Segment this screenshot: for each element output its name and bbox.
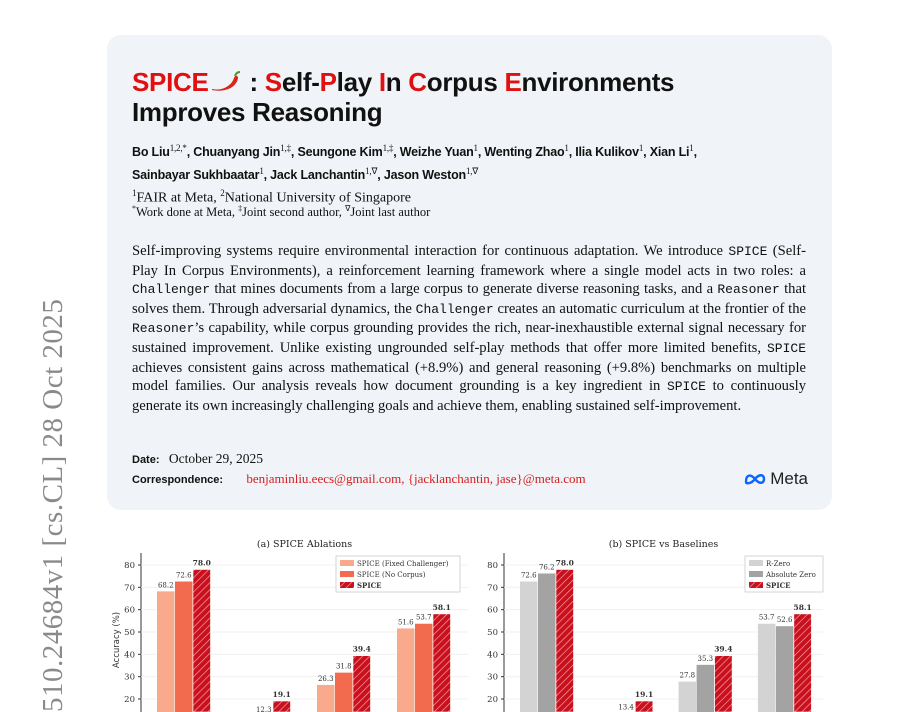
meta-logo-text: Meta xyxy=(770,469,808,488)
legend-entry: SPICE (No Corpus) xyxy=(357,571,426,579)
abstract-term: Challenger xyxy=(132,282,211,298)
abstract-term: SPICE xyxy=(728,244,768,259)
date-label: Date: xyxy=(132,454,160,466)
bar xyxy=(715,656,733,712)
y-tick-label: 20 xyxy=(124,695,135,705)
date-value: October 29, 2025 xyxy=(168,451,263,466)
title-part: C xyxy=(408,67,427,97)
y-tick-label: 80 xyxy=(487,561,498,571)
arxiv-stamp: 510.24684v1 [cs.CL] 28 Oct 2025 xyxy=(37,298,69,712)
bar-value-label: 35.3 xyxy=(697,654,714,663)
bar-value-label: 78.0 xyxy=(192,558,211,568)
bar-value-label: 53.7 xyxy=(758,613,775,622)
author-affiliation-mark: 1 xyxy=(259,166,264,177)
y-tick-label: 40 xyxy=(487,650,498,661)
affiliation: FAIR at Meta, xyxy=(136,190,221,206)
title-part: elf- xyxy=(281,67,320,97)
bar-value-label: 72.6 xyxy=(175,571,192,580)
bar-value-label: 58.1 xyxy=(793,602,812,612)
y-tick-label: 50 xyxy=(487,628,498,638)
bar-value-label: 72.6 xyxy=(520,571,537,580)
bar-value-label: 39.4 xyxy=(714,644,733,654)
title-part: S xyxy=(264,67,282,97)
author-name: Wenting Zhao xyxy=(484,145,565,160)
footnote-mark: * xyxy=(132,204,136,213)
abstract-text: (Self-Play In Corpus Environments), a reinforcement learning framework where a single model acts in two roles: a xyxy=(132,243,806,279)
legend-entry: SPICE xyxy=(357,581,382,590)
bar-value-label: 31.8 xyxy=(335,662,352,671)
bar-value-label: 53.7 xyxy=(415,613,432,622)
bar-value-label: 39.4 xyxy=(352,644,371,654)
legend-swatch xyxy=(340,560,354,566)
chart-title: (b) SPICE vs Baselines xyxy=(608,539,719,550)
author-affiliation-mark: 1 xyxy=(638,143,644,153)
author-affiliation-mark: 1,2,* xyxy=(169,143,187,153)
author-affiliation-mark: 1 xyxy=(689,143,694,153)
y-tick-label: 40 xyxy=(124,650,135,661)
y-tick-label: 70 xyxy=(487,583,498,594)
abstract-text: to continuously generate its own increasingly challenging goals and achieve them, enabling sustained self-improvement. xyxy=(132,378,806,414)
bar-value-label: 78.0 xyxy=(555,558,574,568)
legend-entry: SPICE (Fixed Challenger) xyxy=(357,560,449,568)
y-tick-label: 70 xyxy=(124,583,135,594)
title-part: E xyxy=(504,67,522,97)
bar xyxy=(335,673,353,712)
bar-value-label: 13.4 xyxy=(618,703,634,712)
y-tick-label: 30 xyxy=(487,672,498,683)
author-affiliation-mark: 1,‡ xyxy=(382,143,394,153)
bar-value-label: 26.3 xyxy=(317,674,334,683)
title-part: : xyxy=(249,67,265,97)
bar xyxy=(635,701,653,712)
legend-swatch xyxy=(749,571,763,577)
bar xyxy=(317,685,335,712)
correspondence-emails[interactable]: benjaminliu.eecs@gmail.com, {jacklanchantin, jase}@meta.com xyxy=(246,471,586,486)
author-note: Joint second author, xyxy=(242,205,346,220)
y-tick-label: 80 xyxy=(124,561,135,571)
author-affiliation-mark: 1 xyxy=(473,143,478,153)
title-line2: Improves Reasoning xyxy=(132,97,383,127)
abstract-term: Reasoner xyxy=(132,321,195,337)
bar-value-label: 19.1 xyxy=(272,690,291,700)
bar xyxy=(520,582,538,712)
bar xyxy=(175,582,193,712)
title-part: orpus xyxy=(426,67,505,97)
bar xyxy=(353,656,371,712)
bar-value-label: 68.2 xyxy=(157,581,174,590)
abstract-term: SPICE xyxy=(666,379,706,395)
abstract-term: Reasoner xyxy=(717,282,780,298)
y-tick-label: 60 xyxy=(124,605,135,616)
abstract-text: ’s capability, while corpus grounding provides the rich, near-inexhaustible external signal necessary for sustained improvement. Unlike existing ungrounded self-play methods that offer more limited benefits, xyxy=(132,320,806,356)
y-tick-label: 20 xyxy=(487,695,498,705)
legend-swatch xyxy=(749,582,763,588)
title-part: n xyxy=(385,67,409,97)
y-axis-label: Accuracy (%) xyxy=(112,611,122,669)
bar xyxy=(433,614,451,712)
author-name: Ilia Kulikov xyxy=(575,145,639,160)
abstract-term: Challenger xyxy=(415,301,494,317)
legend-entry: SPICE xyxy=(766,581,791,590)
author-affiliation-mark: 1,∇ xyxy=(365,166,378,177)
abstract-text: achieves consistent gains across mathematical (+8.9%) and general reasoning (+9.8%) benchmarks on multiple model families. Our analysis reveals how document grounding is a key ingredient in xyxy=(132,359,806,395)
y-tick-label: 60 xyxy=(487,605,498,616)
bar xyxy=(776,626,794,712)
bar xyxy=(794,614,812,712)
author-name: Jack Lanchantin xyxy=(270,168,366,183)
author-affiliation-mark: 1 xyxy=(564,143,569,153)
bar xyxy=(538,573,556,712)
y-tick-label: 50 xyxy=(124,628,135,638)
bar xyxy=(273,701,291,712)
legend-swatch xyxy=(340,571,354,577)
bar xyxy=(697,665,715,712)
bar xyxy=(556,569,574,712)
y-tick-label: 30 xyxy=(124,672,135,683)
author-note: Joint last author xyxy=(350,205,431,220)
bar-value-label: 52.6 xyxy=(776,616,793,625)
bar xyxy=(157,591,175,712)
bar-value-label: 27.8 xyxy=(679,671,696,680)
author-name: Bo Liu xyxy=(132,145,170,160)
abstract-term: SPICE xyxy=(766,340,806,356)
bar-value-label: 19.1 xyxy=(634,690,654,700)
bar xyxy=(397,628,415,712)
author-affiliation-mark: 1,∇ xyxy=(465,166,479,177)
legend-swatch xyxy=(749,560,763,566)
footnote-mark: ‡ xyxy=(238,204,243,213)
title-part: lay xyxy=(336,67,379,97)
author-name: Seungone Kim xyxy=(297,145,383,160)
bar-value-label: 51.6 xyxy=(397,618,414,627)
bar xyxy=(193,569,211,712)
title-part: I xyxy=(378,67,386,97)
legend-entry: Absolute Zero xyxy=(766,571,816,579)
author-affiliation-mark: 1,‡ xyxy=(280,143,291,153)
title-part: SPICE xyxy=(132,67,209,97)
author-name: Weizhe Yuan xyxy=(399,145,474,160)
author-name: Jason Weston xyxy=(383,168,466,183)
title-part: P xyxy=(319,67,337,97)
correspondence-label: Correspondence: xyxy=(132,474,224,486)
chart-title: (a) SPICE Ablations xyxy=(256,539,353,550)
abstract-text: that mines documents from a large corpus to generate diverse reasoning tasks, and a xyxy=(210,281,718,298)
abstract-text: creates an automatic curriculum at the frontier of the xyxy=(493,300,806,317)
legend-swatch xyxy=(340,582,354,588)
author-note: Work done at Meta, xyxy=(136,205,239,220)
footnote-mark: ∇ xyxy=(345,204,351,213)
bar xyxy=(758,624,776,712)
bar xyxy=(679,682,697,712)
author-name: Chuanyang Jin xyxy=(193,145,281,160)
abstract-text: Self-improving systems require environmental interaction for continuous adaptation. We introduce xyxy=(132,243,729,259)
footnote-mark: 2 xyxy=(220,188,225,198)
footnote-mark: 1 xyxy=(132,188,137,198)
bar xyxy=(415,624,433,712)
abstract-text: that solves them. Through adversarial dynamics, the xyxy=(132,281,806,317)
author-list: Bo Liu$^{1,2,*}$, Chuanyang Jin$^{1,\ddagger}$, Seungone Kim$^{1,\ddagger}$, Weizhe Yuan$^1$, Wenting Zhao$^1$, Ilia Kulikov$^1$, Xian Li$^1$, Sainbayar Sukhbaatar$^1$, Jack Lanchantin$^{1,\nabla}$, Jason Weston$^{1,\nabla}$ xyxy=(132,143,697,183)
bar-value-label: 58.1 xyxy=(432,602,451,612)
author-name: Sainbayar Sukhbaatar xyxy=(132,168,260,183)
bar-value-label: 12.3 xyxy=(255,706,272,712)
title-part: nvironments xyxy=(521,67,675,97)
affiliation: National University of Singapore xyxy=(224,190,411,206)
bar-value-label: 76.2 xyxy=(538,563,555,572)
legend-entry: R-Zero xyxy=(766,560,791,568)
author-name: Xian Li xyxy=(649,145,690,160)
